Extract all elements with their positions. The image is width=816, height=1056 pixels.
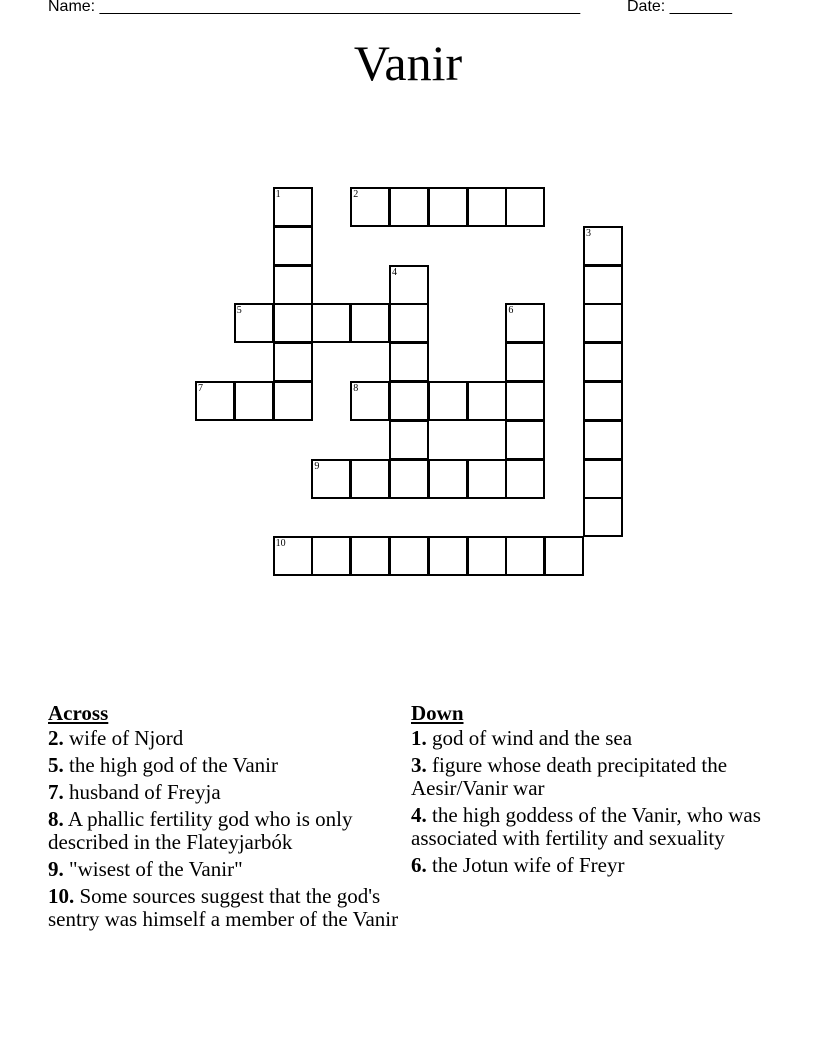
down-clues — [411, 702, 771, 881]
grid-cell[interactable] — [467, 536, 507, 576]
clue-text: "wisest of the Vanir" — [63, 857, 243, 881]
grid-cell[interactable] — [428, 381, 468, 421]
down-clue-3 — [411, 754, 771, 800]
grid-cell[interactable] — [583, 342, 623, 382]
cell-number: 6 — [508, 305, 514, 317]
grid-cell[interactable] — [389, 381, 429, 421]
clue-text: the high god of the Vanir — [63, 753, 278, 777]
grid-cell[interactable] — [273, 265, 313, 305]
clue-number: 9. — [48, 857, 64, 881]
grid-cell[interactable] — [428, 187, 468, 227]
grid-cell[interactable] — [583, 303, 623, 343]
cell-number: 5 — [236, 305, 242, 317]
grid-cell[interactable] — [583, 381, 623, 421]
grid-cell[interactable] — [350, 187, 390, 227]
grid-cell[interactable] — [389, 342, 429, 382]
grid-cell[interactable] — [311, 536, 351, 576]
grid-cell[interactable] — [467, 459, 507, 499]
grid-cell[interactable] — [350, 459, 390, 499]
cell-number: 8 — [353, 383, 359, 394]
cell-number: 3 — [586, 227, 591, 239]
grid-cell[interactable] — [505, 342, 545, 382]
cell-number: 2 — [353, 189, 359, 200]
down-clue-6 — [411, 854, 771, 877]
grid-cell[interactable] — [273, 342, 313, 382]
grid-cell[interactable] — [350, 303, 390, 343]
puzzle-title: Vanir — [353, 35, 463, 91]
clue-text: god of wind and the sea — [426, 726, 633, 750]
grid-cell[interactable] — [583, 226, 623, 266]
clue-text: A phallic fertility god who is only described in the Flateyjarbók — [48, 807, 353, 854]
date-field: Date: _______ — [627, 0, 732, 15]
grid-cell[interactable] — [583, 420, 623, 460]
down-clue-1 — [411, 727, 771, 750]
grid-cell[interactable] — [505, 459, 545, 499]
clue-text: figure whose death precipitated the Aesir/Vanir war — [411, 753, 728, 800]
grid-cell[interactable] — [505, 381, 545, 421]
grid-cell[interactable] — [311, 459, 351, 499]
across-clue-2 — [48, 727, 408, 750]
grid-cell[interactable] — [467, 381, 507, 421]
grid-cell[interactable] — [234, 381, 274, 421]
clue-text: the high goddess of the Vanir, who was associated with fertility and sexuality — [411, 803, 761, 850]
cell-number: 1 — [275, 189, 281, 200]
grid-cell[interactable] — [389, 459, 429, 499]
clue-number: 4. — [411, 803, 427, 827]
grid-cell[interactable] — [273, 187, 313, 227]
down-clue-4 — [411, 804, 771, 850]
down-heading: Down — [411, 701, 464, 725]
clue-number: 2. — [48, 726, 64, 750]
clue-number: 8. — [48, 807, 64, 831]
grid-cell[interactable] — [273, 536, 313, 576]
grid-cell[interactable] — [234, 303, 274, 343]
across-clue-5 — [48, 754, 408, 777]
cell-number: 7 — [198, 383, 203, 394]
grid-cell[interactable] — [428, 536, 468, 576]
across-heading: Across — [48, 701, 109, 725]
cell-number: 9 — [314, 460, 320, 472]
grid-cell[interactable] — [505, 303, 545, 343]
grid-cell[interactable] — [273, 381, 313, 421]
clue-text: husband of Freyja — [63, 780, 221, 804]
across-clue-8 — [48, 808, 408, 854]
clue-number: 10. — [48, 884, 75, 908]
grid-cell[interactable] — [467, 187, 507, 227]
cell-number: 10 — [275, 538, 286, 550]
grid-cell[interactable] — [583, 265, 623, 305]
grid-cell[interactable] — [389, 303, 429, 343]
grid-cell[interactable] — [389, 420, 429, 460]
grid-cell[interactable] — [273, 226, 313, 266]
grid-cell[interactable] — [505, 536, 545, 576]
clue-number: 3. — [411, 753, 427, 777]
across-clue-10 — [48, 885, 408, 931]
clue-text: the Jotun wife of Freyr — [426, 853, 625, 877]
grid-cell[interactable] — [389, 187, 429, 227]
grid-cell[interactable] — [505, 420, 545, 460]
grid-cell[interactable] — [350, 381, 390, 421]
clue-number: 6. — [411, 853, 427, 877]
grid-cell[interactable] — [389, 536, 429, 576]
grid-cell[interactable] — [195, 381, 235, 421]
grid-cell[interactable] — [505, 187, 545, 227]
grid-cell[interactable] — [273, 303, 313, 343]
grid-cell[interactable] — [350, 536, 390, 576]
grid-cell[interactable] — [544, 536, 584, 576]
across-clues — [48, 702, 408, 935]
across-clue-9 — [48, 858, 408, 881]
clue-number: 1. — [411, 726, 427, 750]
clue-text: wife of Njord — [63, 726, 184, 750]
name-field: Name: ______________________________________________________ — [48, 0, 581, 15]
clue-number: 7. — [48, 780, 64, 804]
grid-cell[interactable] — [583, 497, 623, 537]
clue-text: Some sources suggest that the god's sentry was himself a member of the Vanir — [48, 884, 399, 931]
grid-cell[interactable] — [428, 459, 468, 499]
cell-number: 4 — [392, 266, 397, 278]
grid-cell[interactable] — [389, 265, 429, 305]
grid-cell[interactable] — [583, 459, 623, 499]
clue-number: 5. — [48, 753, 64, 777]
across-clue-7 — [48, 781, 408, 804]
grid-cell[interactable] — [311, 303, 351, 343]
